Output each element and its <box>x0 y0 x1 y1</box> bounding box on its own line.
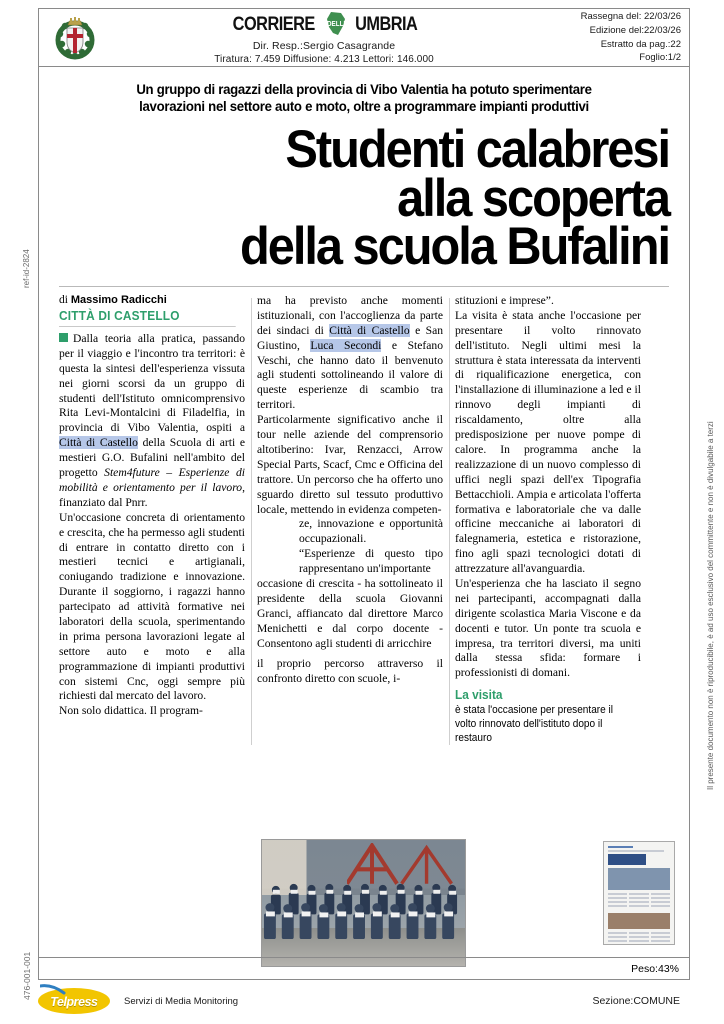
c2-p1-a: ma ha previsto anche momenti istituzionali, con l'accoglienza da parte dei sindaci di <box>257 294 443 337</box>
photo-people <box>262 878 465 941</box>
clipping-page <box>38 8 690 980</box>
article-headline <box>59 119 669 277</box>
subhead-text: è stata l'occasione per presentare il volto rinnovato dell'istituto dopo il restauro <box>455 704 614 744</box>
c1-p1-b: della Scuola di arti e mestieri G.O. Bufalini nell'ambito del progetto <box>59 436 245 480</box>
c1-p1-italic: Stem4future – Esperienze di mobilità e orientamento per il lavoro <box>59 466 245 494</box>
circulation-line: Tiratura: 7.459 Diffusione: 4.213 Lettori: 146.000 <box>214 54 434 65</box>
kicker-line-1: Un gruppo di ragazzi della provincia di Vibo Valentia ha potuto sperimentare <box>136 82 592 97</box>
masthead-meta <box>537 9 689 66</box>
column-divider-2 <box>449 298 450 745</box>
subhead-la-visita: La visita <box>455 688 503 703</box>
paragraph <box>59 332 245 511</box>
column-divider-1 <box>251 298 252 745</box>
highlight-citta-di-castello: Città di Castello <box>329 323 410 337</box>
highlight-citta-di-castello: Città di Castello <box>59 436 138 450</box>
brand-right: UMBRIA <box>354 13 417 35</box>
photo-block <box>261 839 466 967</box>
marginalia-code: 476-001-001 <box>22 951 32 1000</box>
meta-rassegna: Rassegna del: 22/03/26 <box>580 10 681 22</box>
column-3 <box>455 294 641 745</box>
byline-prefix: di <box>59 294 71 307</box>
brand-left: CORRIERE <box>232 13 315 35</box>
indented-block <box>257 517 443 577</box>
paragraph: Particolarmente significativo anche il tour nelle aziende del comprensorio altotiberino: Ivar, Renzacci, Arrow Special Parts, Scacf, Cmc e Officina del trattore. Un percorso che ha offerto uno sguardo diretto sul tessuto produttivo locale, mettendo in evidenza competen- <box>257 413 443 516</box>
footer <box>38 985 690 1017</box>
paragraph: “Esperienze di questo tipo rappresentano un'importante <box>299 547 443 576</box>
byline <box>59 294 245 306</box>
umbria-region-icon <box>325 12 347 36</box>
meta-edizione: Edizione del:22/03/26 <box>589 24 681 36</box>
headline-line-2: alla scoperta <box>397 168 669 228</box>
paragraph: La visita è stata anche l'occasione per presentare il volto rinnovato dell'istituto. Negli ultimi mesi la struttura è stata interessata da interventi di riqualificazione energetica, con l'installazione di illuminazione a led e il rinnovo degli impianti di riscaldamento, oltre alla predisposizione per nuove pompe di calore. In programma anche la realizzazione di un nuovo complesso di uffici negli spazi dell'ex Tipografia Bettacchioli. Ampia e articolata l'offerta formativa e laboratoriale che va dalle officine meccaniche ai laboratori di falegnameria, estetica e ristorazione, fino agli spazi tecnologici dotati di attrezzature all'avanguardia. <box>455 308 641 576</box>
headline-line-3: della scuola Bufalini <box>240 217 669 277</box>
paragraph: Un'occasione concreta di orientamento e crescita, che ha permesso agli studenti di entrare in contatto diretto con i mestieri tecnici e artigianali, coniugando tradizione e innovazione. Durante il soggiorno, i ragazzi hanno partecipato ad attività formative nei laboratori della scuola, sperimentando in prima persona lavorazioni legate al settore auto e moto e alla programmazione di impianti produttivi con sistemi Cnc, oggi sempre più richiesti dal mercato del lavoro. <box>59 510 245 703</box>
byline-author: Massimo Radicchi <box>70 294 167 307</box>
paragraph <box>257 294 443 413</box>
paragraph: occasione di crescita - ha sottolineato il presidente della scuola Giovanni Granci, affiancato dal direttore Marco Menichetti e dal corpo docente - Consentono agli studenti di arricchire <box>257 576 443 650</box>
telpress-logo-text: Telpress <box>50 993 98 1009</box>
crest-cell <box>39 9 111 66</box>
paragraph: Non solo didattica. Il program- <box>59 704 203 718</box>
highlight-luca-secondi: Luca Secondi <box>310 338 382 352</box>
marginalia-disclaimer: Il presente documento non è riproducibile, è ad uso esclusivo del committente e non è divulgabile a terzi <box>706 421 715 790</box>
article-kicker <box>68 81 660 116</box>
bullet-square-icon <box>59 333 68 342</box>
peso-value: Peso:43% <box>631 962 679 975</box>
paragraph: il proprio percorso attraverso il confronto diretto con scuole, i- <box>257 657 443 686</box>
article <box>39 67 689 745</box>
marginalia-ref: ref-id-2824 <box>22 249 31 288</box>
brand-dell: DELL' <box>326 20 345 28</box>
paragraph: stituzioni e imprese”. <box>455 294 554 308</box>
c2-p1-b: e San Giustino, <box>257 323 444 352</box>
coat-of-arms-icon <box>55 16 95 60</box>
footer-section: Sezione:COMUNE <box>592 995 680 1007</box>
headline-line-1: Studenti calabresi <box>285 119 669 179</box>
c1-p1-a: Dalla teoria alla pratica, passando per il viaggio e l'incontro tra territori: è questa la sintesi dell'esperienza vissuta nei giorni scorsi da un gruppo di studenti dell'Istituto omnicomprensivo Rita Levi-Montalcini di Filadelfia, in provincia di Vibo Valentia, ospiti a <box>59 332 245 435</box>
c1-p1-c: , finanziato dal Pnrr. <box>59 480 245 509</box>
dateline: CITTÀ DI CASTELLO <box>59 309 236 327</box>
headline-rule <box>59 286 669 287</box>
footer-note: Servizi di Media Monitoring <box>124 995 239 1007</box>
kicker-line-2: lavorazioni nel settore auto e moto, oltre a programmare impianti produttivi <box>139 99 589 115</box>
c2-p1-c: e Stefano Veschi, che hanno dato il benvenuto agli studenti sottolineando il valore di queste esperienze di scambio tra territori. <box>257 338 443 412</box>
director-line: Dir. Resp.:Sergio Casagrande <box>252 40 396 52</box>
column-2 <box>257 294 443 745</box>
meta-foglio: Foglio:1/2 <box>639 52 681 64</box>
peso-bar <box>39 957 689 979</box>
meta-estratto: Estratto da pag.:22 <box>600 38 681 50</box>
masthead <box>39 9 689 67</box>
telpress-logo <box>38 988 110 1014</box>
paragraph: ze, innovazione e opportunità occupazionali. <box>299 517 443 546</box>
newspaper-logo <box>226 12 422 36</box>
paragraph: Un'esperienza che ha lasciato il segno nei partecipanti, accompagnati dalla dirigente scolastica Maria Viscone e da docenti e tutor. Un ponte tra scuola e impresa, tra territori diversi, ma uniti dalla stessa sfida: formare i professionisti di domani. <box>455 576 641 680</box>
article-columns <box>59 294 669 745</box>
group-photo-students <box>261 839 466 967</box>
page-thumbnail <box>603 841 675 945</box>
column-1 <box>59 294 245 745</box>
thumbnail-block <box>603 841 675 945</box>
masthead-center <box>111 9 537 66</box>
